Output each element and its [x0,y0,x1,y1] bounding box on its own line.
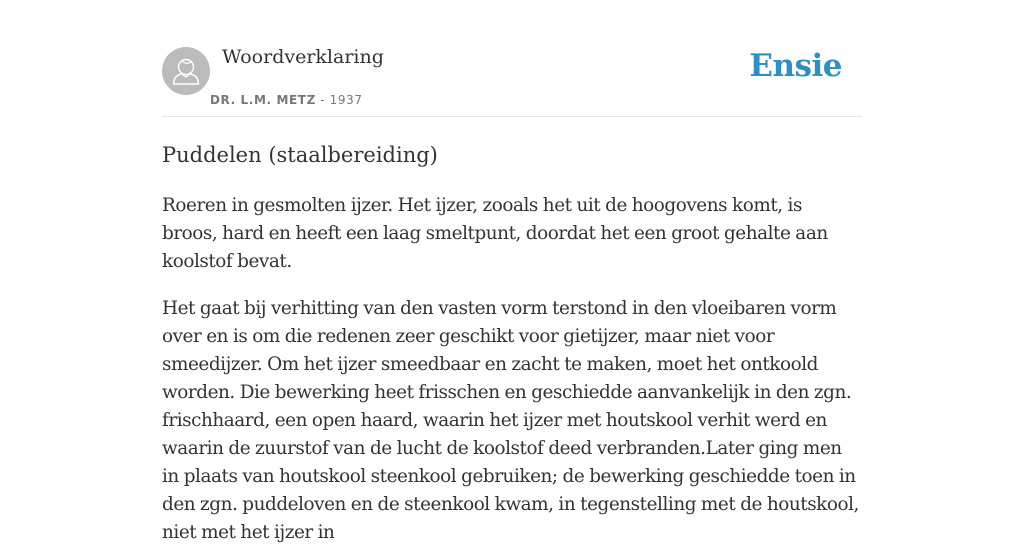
ensie-logo[interactable]: Ensie [749,48,842,84]
article-title: Puddelen (staalbereiding) [162,143,438,167]
article-paragraph-2: Het gaat bij verhitting van den vasten vorm terstond in den vloeibaren vorm over en is om die redenen zeer geschikt voor gietijzer, maar niet voor smeedijzer. Om het ijzer smeedbaar en zacht te maken, moet het ontkoold worden. Die bewerking heet frisschen en geschiedde aanvankelijk in den zgn. frischhaard, een open haard, waarin het ijzer met houtskool verhit werd en waarin de zuurstof van de lucht de koolstof deed verbranden.Later ging men in plaats van houtskool steenkool gebruiken; de bewerking geschiedde toen in den zgn. puddeloven en de steenkool kwam, in tegenstelling met de houtskool, niet met het ijzer in [162,298,859,543]
meta-separator: - [315,93,330,107]
user-avatar-icon [162,47,210,95]
article [162,140,862,547]
source-year: 1937 [329,93,363,107]
source-author[interactable]: DR. L.M. METZ [210,93,316,107]
source-meta [210,93,363,107]
source-header [162,46,862,117]
source-title[interactable]: Woordverklaring [222,46,384,68]
article-paragraph-1: Roeren in gesmolten ijzer. Het ijzer, zooals het uit de hoogovens komt, is broos, hard en heeft een laag smeltpunt, doordat het een groot gehalte aan koolstof bevat. [162,195,828,272]
